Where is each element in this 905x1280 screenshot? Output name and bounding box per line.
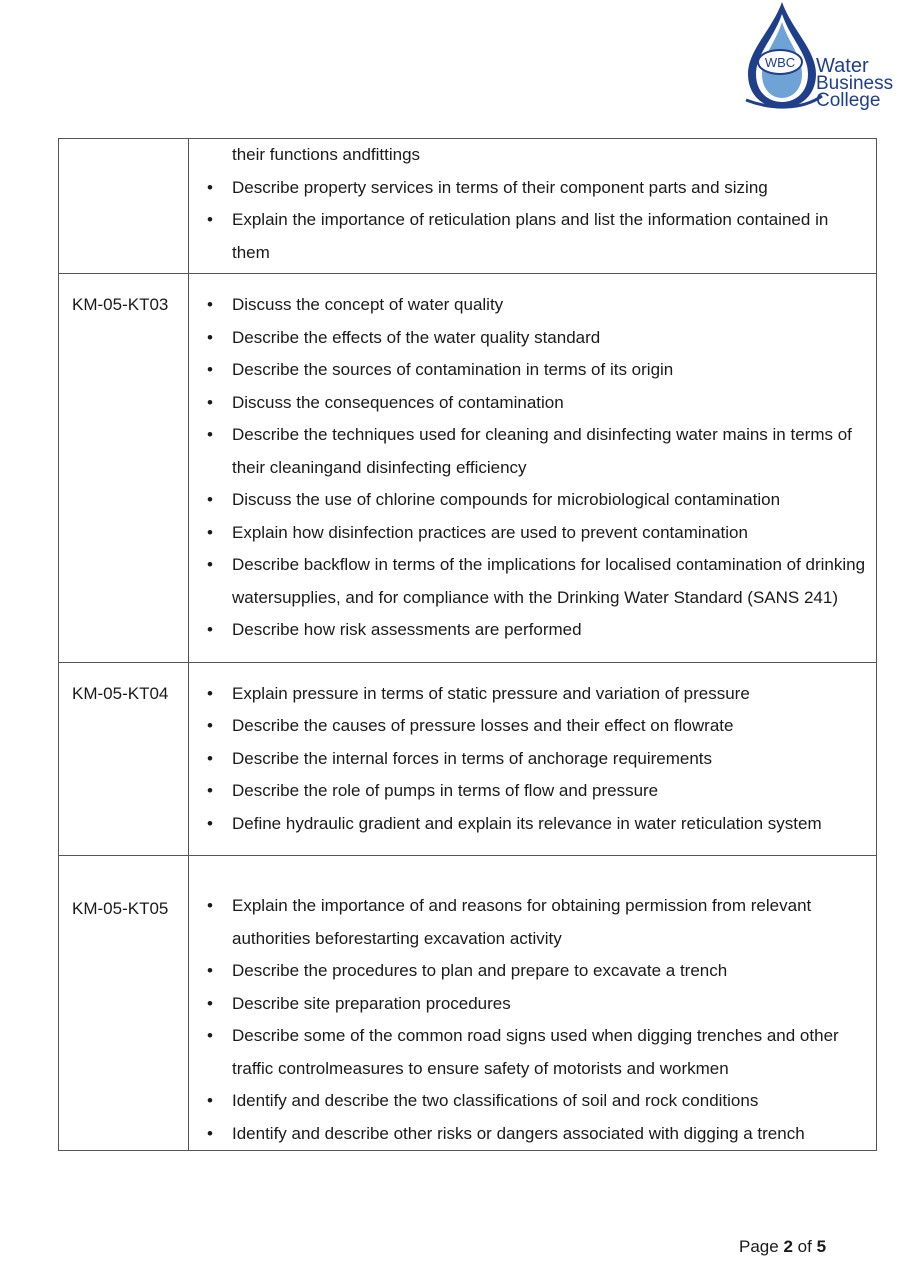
list-item-text: Explain how disinfection practices are used to prevent contamination (232, 522, 748, 542)
list-item-text: Explain the importance of and reasons for obtaining permission from relevant authorities beforestarting excavation activity (232, 896, 812, 948)
bullet-icon: • (207, 1123, 213, 1143)
bullet-icon: • (207, 716, 213, 735)
list-item (189, 549, 870, 614)
list-item-text: Define hydraulic gradient and explain its relevance in water reticulation system (232, 813, 822, 833)
list-item (189, 1118, 870, 1151)
list-item (189, 955, 870, 988)
list-item-text: Discuss the concept of water quality (232, 295, 504, 314)
bullet-icon: • (207, 555, 213, 574)
list-item (189, 614, 870, 647)
module-code (59, 139, 189, 274)
list-item-text: Explain the importance of reticulation plans and list the information contained in them (232, 210, 829, 262)
list-item-text: Describe backflow in terms of the implications for localised contamination of drinking watersupplies, and for compliance with the Drinking Water Standard (SANS 241) (232, 555, 866, 607)
list-item-text: Describe some of the common road signs used when digging trenches and other traffic controlmeasures to ensure safety of motorists and workmen (232, 1026, 839, 1078)
list-item (189, 289, 870, 322)
outcome-list-cell (189, 856, 877, 1151)
list-item (189, 172, 870, 205)
list-item (189, 387, 870, 420)
logo-line-1: Water (816, 55, 869, 77)
bullet-icon: • (207, 813, 213, 833)
list-item (189, 1085, 870, 1118)
list-item (189, 743, 870, 776)
list-item-text: Describe the techniques used for cleaning and disinfecting water mains in terms of their cleaningand disinfecting efficiency (232, 425, 852, 477)
outcome-list (189, 890, 870, 1150)
table-row (59, 856, 877, 1151)
table-row (59, 274, 877, 663)
bullet-icon: • (207, 490, 213, 509)
total-pages: 5 (816, 1237, 827, 1256)
page-number: Page 2 of 5 (739, 1237, 827, 1256)
list-item (189, 484, 870, 517)
logo-line-3: College (816, 90, 881, 111)
module-code: KM-05-KT05 (59, 856, 189, 1151)
bullet-icon: • (207, 620, 213, 639)
list-item-text: Describe the causes of pressure losses and their effect on flowrate (232, 716, 734, 735)
list-item-text: Explain pressure in terms of static pressure and variation of pressure (232, 683, 750, 703)
module-outcomes-table (58, 138, 877, 1151)
bullet-icon: • (207, 1026, 213, 1045)
bullet-icon: • (207, 748, 213, 768)
outcome-list (189, 139, 870, 269)
list-item (189, 139, 870, 172)
bullet-icon: • (207, 961, 213, 980)
bullet-icon: • (207, 210, 213, 229)
list-item (189, 710, 870, 743)
list-item (189, 354, 870, 387)
bullet-icon: • (207, 177, 213, 197)
list-item-text: Describe site preparation procedures (232, 993, 511, 1013)
list-item-text: Describe the internal forces in terms of anchorage requirements (232, 748, 713, 768)
current-page: 2 (783, 1237, 793, 1256)
list-item (189, 775, 870, 808)
bullet-icon: • (207, 360, 213, 379)
logo-line-2: Business (816, 73, 894, 94)
list-item-text: Identify and describe the two classifications of soil and rock conditions (232, 1091, 759, 1110)
bullet-icon: • (207, 1091, 213, 1110)
bullet-icon: • (207, 425, 213, 444)
list-item-text: Describe the sources of contamination in terms of its origin (232, 360, 674, 379)
outcome-list (189, 289, 870, 647)
list-item (189, 988, 870, 1021)
list-item-text: Discuss the consequences of contamination (232, 392, 564, 412)
list-item-text: Describe the role of pumps in terms of flow and pressure (232, 781, 659, 800)
list-item (189, 419, 870, 484)
module-code: KM-05-KT04 (59, 662, 189, 856)
outcome-list-cell (189, 662, 877, 856)
bullet-icon: • (207, 781, 213, 800)
list-item (189, 204, 870, 269)
logo-badge: WBC (764, 55, 796, 70)
list-item-text: Describe the effects of the water quality standard (232, 327, 601, 347)
list-item-text: Identify and describe other risks or dangers associated with digging a trench (232, 1123, 805, 1143)
list-item (189, 890, 870, 955)
list-item-text: Describe property services in terms of their component parts and sizing (232, 177, 768, 197)
bullet-icon: • (207, 392, 213, 412)
list-item (189, 808, 870, 841)
list-item (189, 517, 870, 550)
list-item (189, 1020, 870, 1085)
module-code: KM-05-KT03 (59, 274, 189, 663)
list-item-text: Discuss the use of chlorine compounds for microbiological contamination (232, 490, 781, 509)
bullet-icon: • (207, 993, 213, 1013)
bullet-icon: • (207, 683, 213, 703)
list-item-text: their functions andfittings (232, 145, 421, 164)
bullet-icon: • (207, 295, 213, 314)
bullet-icon: • (207, 896, 213, 915)
list-item-text: Describe the procedures to plan and prepare to excavate a trench (232, 961, 728, 980)
list-item-text: Describe how risk assessments are performed (232, 620, 582, 639)
college-logo (742, 0, 902, 112)
outcome-list-cell (189, 274, 877, 663)
list-item (189, 322, 870, 355)
bullet-icon: • (207, 522, 213, 542)
table-row (59, 662, 877, 856)
outcome-list (189, 678, 870, 841)
list-item (189, 678, 870, 711)
outcome-list-cell (189, 139, 877, 274)
table-row (59, 139, 877, 274)
bullet-icon: • (207, 327, 213, 347)
